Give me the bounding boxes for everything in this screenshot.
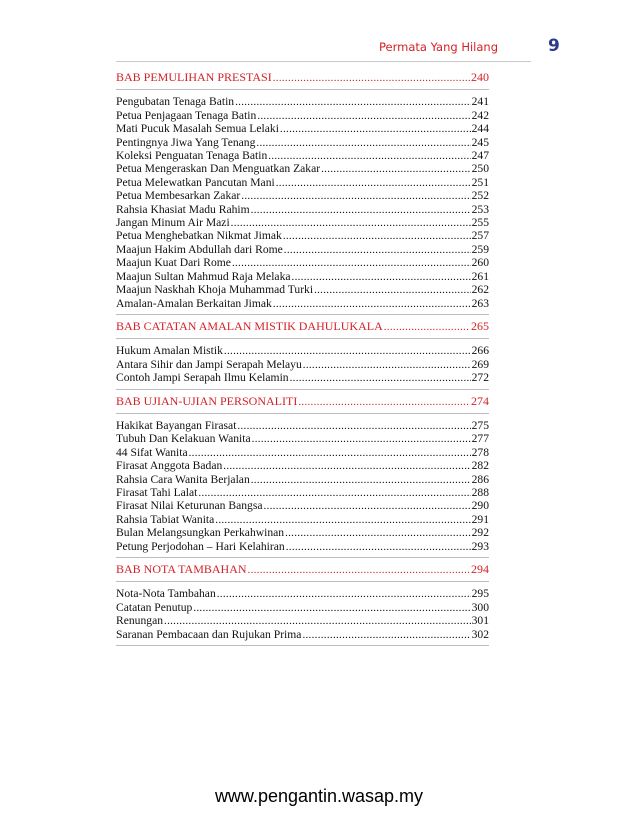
toc-entry-page: 262 (471, 283, 489, 297)
toc-entry-page: 293 (471, 539, 489, 553)
toc-entry-title: Rahsia Khasiat Madu Rahim (116, 202, 250, 216)
toc-entry (116, 459, 489, 472)
toc-entry-page: 240 (471, 70, 489, 84)
toc-entry-page: 244 (471, 122, 489, 136)
dot-leader (302, 628, 470, 639)
toc-entry-page: 288 (471, 485, 489, 499)
toc-entry-page: 286 (471, 472, 489, 486)
toc-section-entries (116, 344, 489, 389)
toc-entry-page: 251 (471, 175, 489, 189)
toc-entry-page: 261 (471, 269, 489, 283)
dot-leader (276, 176, 471, 187)
toc-entry (116, 587, 489, 600)
toc-entry (116, 486, 489, 499)
toc-entry-title: Amalan-Amalan Berkaitan Jimak (116, 296, 272, 310)
dot-leader (292, 270, 471, 281)
toc-entry (116, 270, 489, 283)
dot-leader (251, 203, 471, 214)
toc-entry (116, 243, 489, 256)
toc-entry-title: Nota-Nota Tambahan (116, 587, 216, 601)
toc-entry (116, 189, 489, 202)
toc-entry-title: Petua Membesarkan Zakar (116, 189, 241, 203)
toc-entry-title: BAB NOTA TAMBAHAN (116, 562, 247, 576)
toc-entry-page: 241 (471, 95, 489, 109)
toc-entry (116, 614, 489, 627)
toc-section-entries (116, 587, 489, 646)
dot-leader (237, 419, 470, 430)
dot-leader (223, 459, 470, 470)
dot-leader (232, 256, 471, 267)
dot-leader (285, 526, 471, 537)
toc-entry-page: 266 (471, 344, 489, 358)
toc-entry-title: BAB CATATAN AMALAN MISTIK DAHULUKALA (116, 318, 383, 333)
toc-entry (116, 601, 489, 614)
toc-entry-page: 278 (471, 445, 489, 459)
dot-leader (283, 229, 471, 240)
dot-leader (251, 473, 471, 484)
toc-entry-page: 247 (471, 149, 489, 163)
dot-leader (314, 283, 471, 294)
dot-leader (252, 432, 471, 443)
toc-entry (116, 540, 489, 558)
dot-leader (241, 189, 470, 200)
footer-url: www.pengantin.wasap.my (214, 786, 424, 806)
toc-section-entries (116, 95, 489, 315)
toc-entry-title: Koleksi Penguatan Tenaga Batin (116, 149, 268, 163)
dot-leader (286, 540, 471, 551)
toc-entry-page: 265 (471, 318, 489, 333)
dot-leader (224, 344, 471, 355)
toc-entry (116, 122, 489, 135)
dot-leader (231, 216, 471, 227)
toc-entry (116, 473, 489, 486)
toc-entry (116, 95, 489, 108)
toc-entry-title: Petua Menghebatkan Nikmat Jimak (116, 229, 282, 243)
toc-entry-title: Firasat Nilai Keturunan Bangsa (116, 499, 263, 513)
toc-entry-title: Contoh Jampi Serapah Ilmu Kelamin (116, 371, 289, 385)
chapter-heading (116, 394, 489, 414)
toc-entry (116, 203, 489, 216)
toc-entry-page: 274 (471, 393, 489, 408)
toc-entry-title: BAB PEMULIHAN PRESTASI (116, 70, 272, 84)
chapter-heading (116, 70, 489, 90)
toc-entry-page: 290 (471, 499, 489, 513)
toc-entry-page: 291 (471, 512, 489, 526)
dot-leader (284, 243, 471, 254)
dot-leader (264, 499, 471, 510)
toc-entry-title: Hukum Amalan Mistik (116, 344, 223, 358)
dot-leader (298, 395, 470, 406)
dot-leader (273, 297, 471, 308)
toc-entry-title: Hakikat Bayangan Firasat (116, 418, 237, 432)
toc-entry (116, 149, 489, 162)
toc-entry (116, 216, 489, 229)
toc-entry-page: 260 (471, 256, 489, 270)
toc-entry (116, 432, 489, 445)
toc-entry-page: 302 (471, 627, 489, 641)
dot-leader (273, 71, 470, 82)
toc-entry (116, 297, 489, 315)
dot-leader (384, 320, 470, 331)
toc-entry-page: 295 (471, 587, 489, 601)
toc-entry-page: 245 (471, 135, 489, 149)
toc-entry-title: Petua Mengeraskan Dan Menguatkan Zakar (116, 162, 321, 176)
page-header (0, 36, 560, 59)
toc-entry-title: Saranan Pembacaan dan Rujukan Prima (116, 627, 302, 641)
toc-entry (116, 176, 489, 189)
toc-entry (116, 358, 489, 371)
dot-leader (303, 358, 471, 369)
dot-leader (257, 109, 470, 120)
toc-entry-page: 263 (471, 296, 489, 310)
toc-entry (116, 344, 489, 357)
dot-leader (198, 486, 470, 497)
toc-entry-title: Rahsia Tabiat Wanita (116, 512, 215, 526)
dot-leader (268, 149, 470, 160)
chapter-heading (116, 562, 489, 582)
toc-entry-title: Firasat Anggota Badan (116, 459, 223, 473)
toc-entry-page: 255 (471, 216, 489, 230)
toc-entry-page: 269 (471, 357, 489, 371)
toc-entry-title: Maajun Hakim Abdullah dari Rome (116, 242, 283, 256)
toc-entry-title: Jangan Minum Air Mazi (116, 216, 230, 230)
dot-leader (235, 95, 471, 106)
toc-entry-title: Mati Pucuk Masalah Semua Lelaki (116, 122, 279, 136)
toc-entry-title: Maajun Naskhah Khoja Muhammad Turki (116, 283, 314, 297)
toc-entry (116, 419, 489, 432)
toc-entry (116, 499, 489, 512)
toc-entry-title: Firasat Tahi Lalat (116, 485, 198, 499)
toc-entry-title: Bulan Melangsungkan Perkahwinan (116, 526, 285, 540)
toc-entry-title: Petua Melewatkan Pancutan Mani (116, 175, 275, 189)
toc-entry (116, 229, 489, 242)
toc-entry-title: Catatan Penutup (116, 600, 193, 614)
toc-entry-page: 257 (471, 229, 489, 243)
toc-entry-title: Pengubatan Tenaga Batin (116, 95, 235, 109)
page-number: 9 (548, 36, 560, 56)
toc-entry (116, 109, 489, 122)
toc-entry (116, 526, 489, 539)
header-rule (116, 61, 531, 62)
toc-section-entries (116, 419, 489, 558)
toc-entry-title: Petung Perjodohan – Hari Kelahiran (116, 539, 285, 553)
running-title: Permata Yang Hilang (379, 40, 498, 54)
toc-entry-page: 253 (471, 202, 489, 216)
toc-entry-page: 275 (471, 418, 489, 432)
toc-entry (116, 136, 489, 149)
toc-entry-title: Pentingnya Jiwa Yang Tenang (116, 135, 256, 149)
toc-entry (116, 371, 489, 389)
dot-leader (215, 513, 470, 524)
toc-entry-page: 292 (471, 526, 489, 540)
toc-entry-page: 252 (471, 189, 489, 203)
toc-entry-page: 300 (471, 600, 489, 614)
toc-entry-page: 294 (471, 562, 489, 576)
toc-entry-title: BAB UJIAN-UJIAN PERSONALITI (116, 393, 298, 408)
toc-entry-title: 44 Sifat Wanita (116, 445, 188, 459)
toc-entry (116, 513, 489, 526)
toc-entry-page: 272 (471, 371, 489, 385)
toc-entry-title: Renungan (116, 614, 164, 628)
chapter-heading (116, 319, 489, 339)
toc-entry-title: Petua Penjagaan Tenaga Batin (116, 108, 257, 122)
dot-leader (164, 614, 471, 625)
toc-entry-title: Antara Sihir dan Jampi Serapah Melayu (116, 357, 302, 371)
toc-entry (116, 628, 489, 646)
toc-entry-title: Maajun Kuat Dari Rome (116, 256, 231, 270)
toc-entry (116, 446, 489, 459)
dot-leader (189, 446, 471, 457)
toc-entry-title: Maajun Sultan Mahmud Raja Melaka (116, 269, 291, 283)
toc-entry-page: 242 (471, 108, 489, 122)
dot-leader (321, 162, 471, 173)
toc-entry-title: Rahsia Cara Wanita Berjalan (116, 472, 250, 486)
toc-entry-page: 282 (471, 459, 489, 473)
toc-entry-page: 259 (471, 242, 489, 256)
toc-entry (116, 283, 489, 296)
toc-entry (116, 256, 489, 269)
dot-leader (290, 371, 471, 382)
dot-leader (256, 136, 470, 147)
toc-entry-page: 301 (471, 614, 489, 628)
toc-entry (116, 162, 489, 175)
toc-entry-title: Tubuh Dan Kelakuan Wanita (116, 432, 251, 446)
dot-leader (217, 587, 471, 598)
toc-entry-page: 250 (471, 162, 489, 176)
dot-leader (193, 601, 470, 612)
toc-entry-page: 277 (471, 432, 489, 446)
table-of-contents (116, 70, 489, 650)
dot-leader (280, 122, 471, 133)
dot-leader (248, 563, 470, 574)
